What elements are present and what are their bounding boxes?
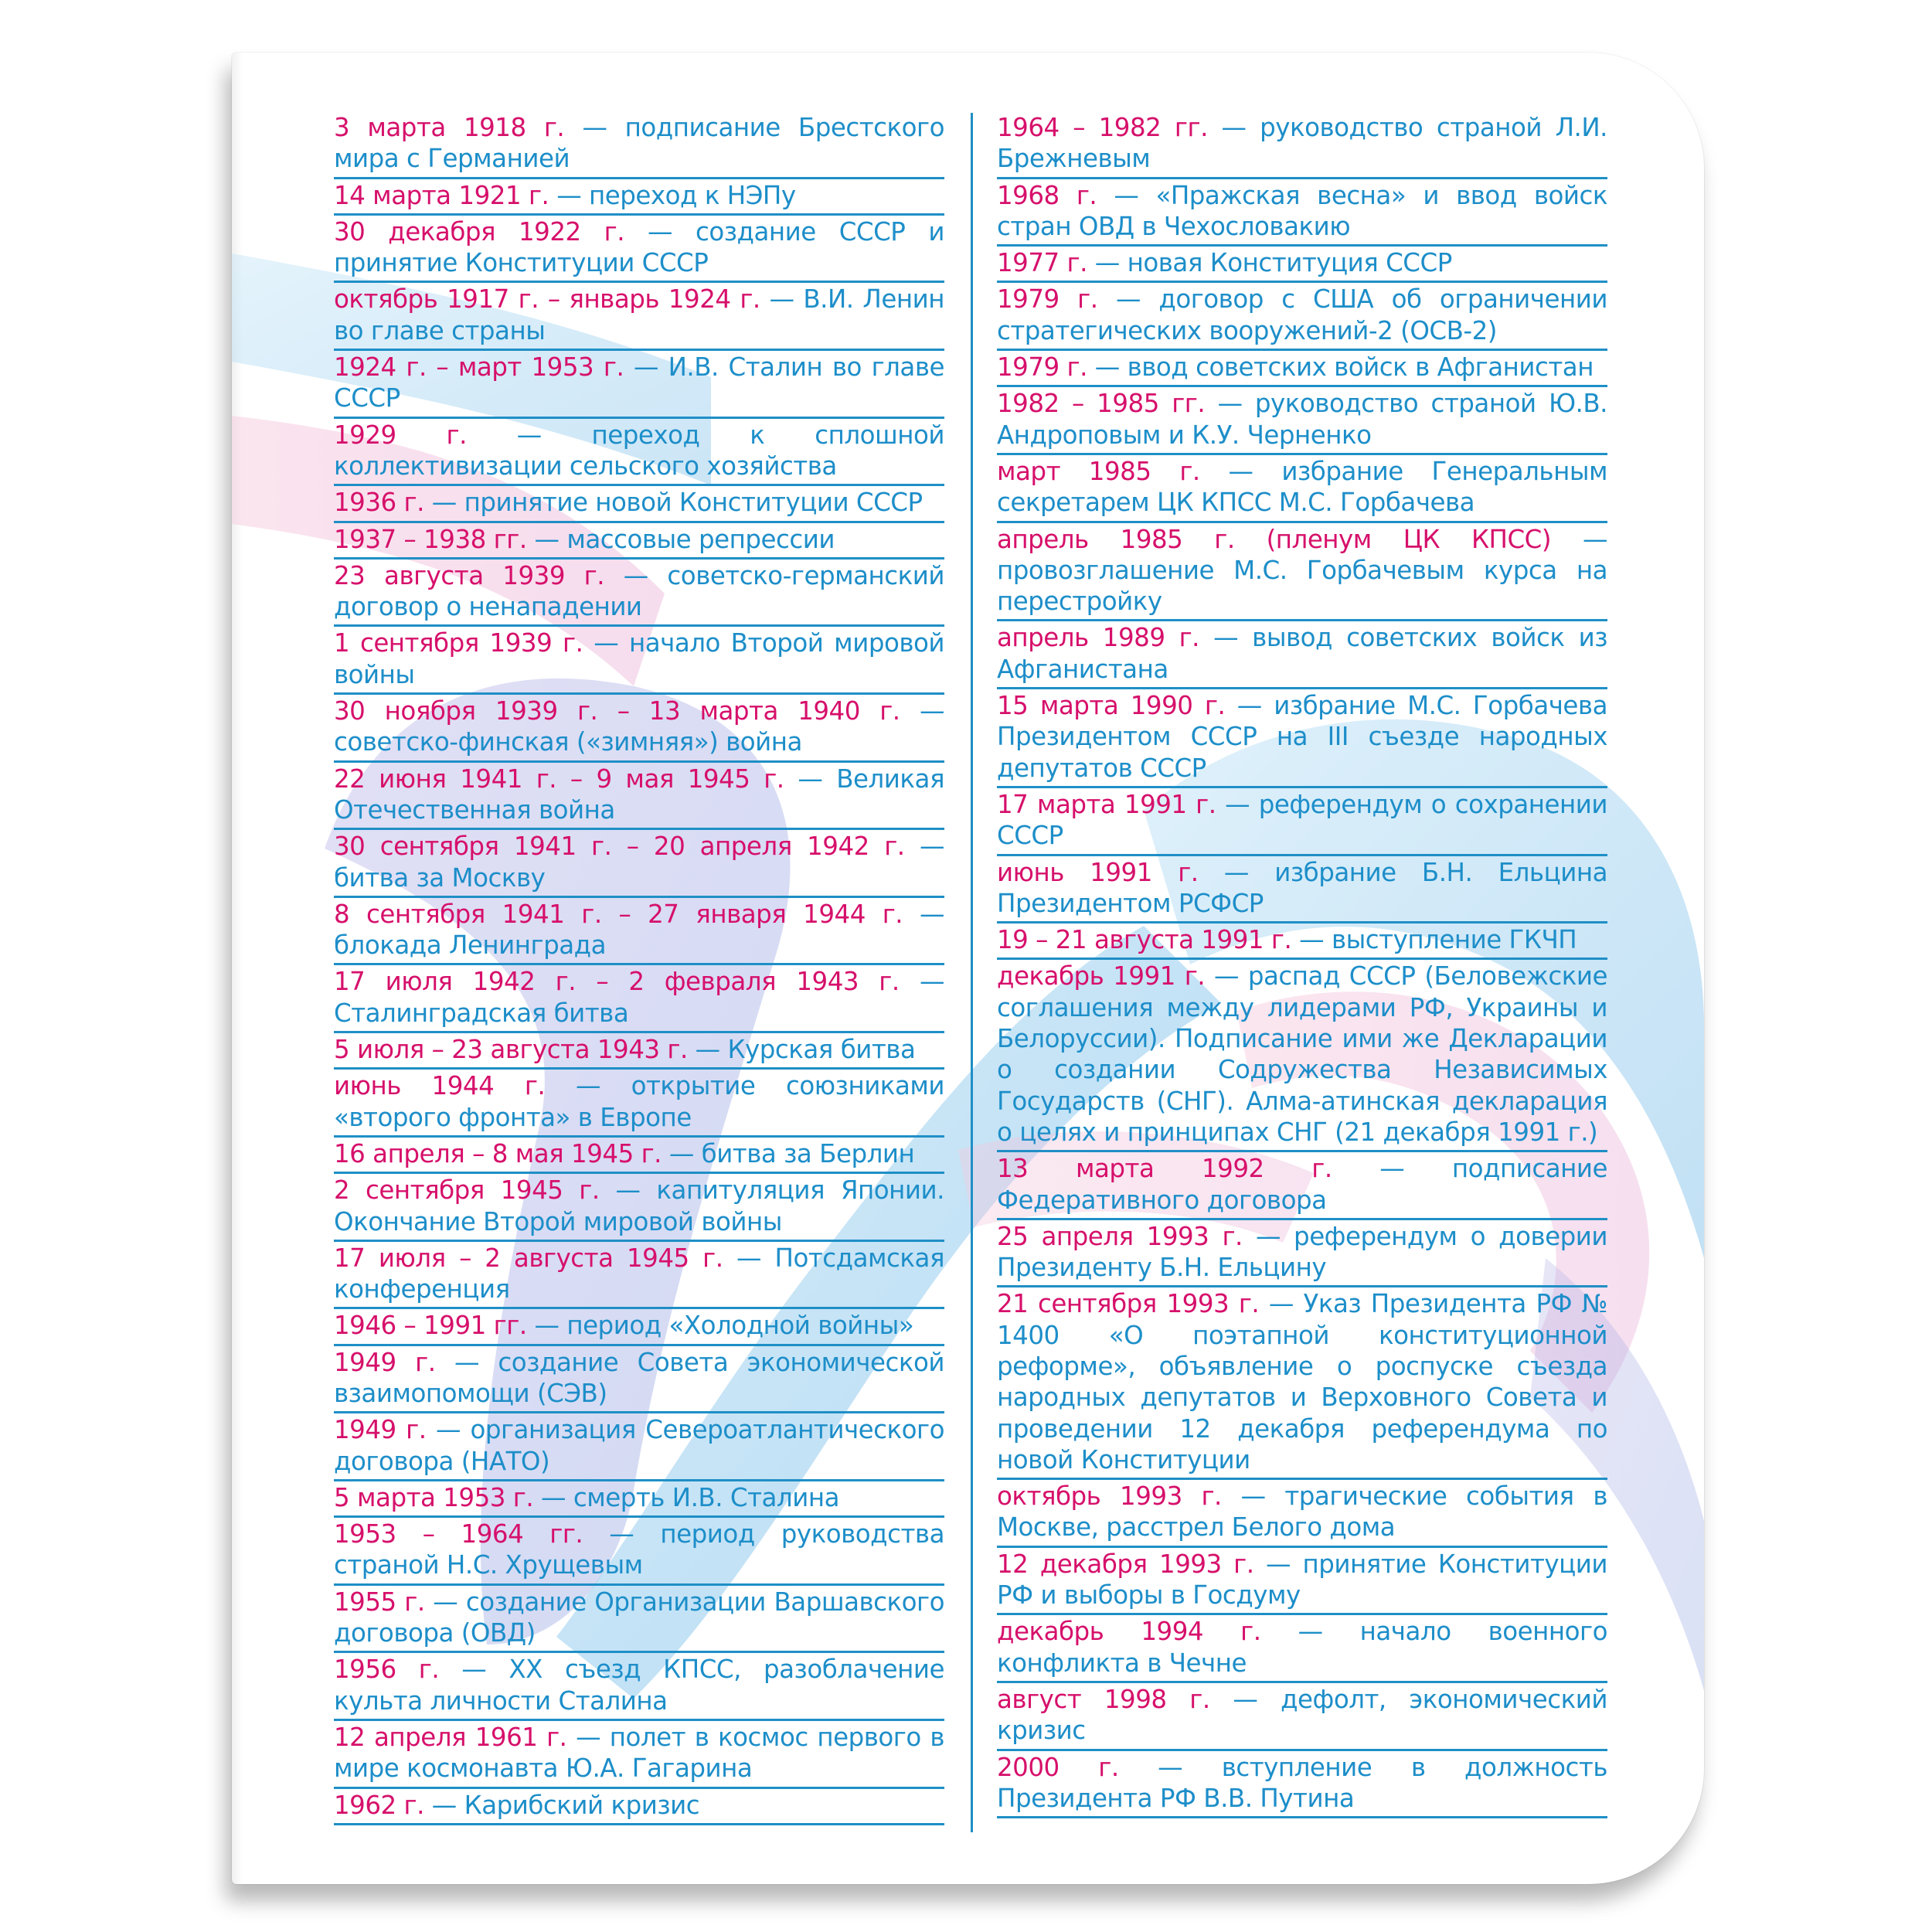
entry-date: апрель 1985 г. (пленум ЦК КПСС) (997, 524, 1552, 554)
timeline-entry (997, 455, 1607, 523)
entry-description: — избрание М.С. Горбачева Президентом СССР на III съезде народных депутатов СССР (997, 691, 1607, 783)
timeline-entry (334, 627, 944, 695)
entry-date: 1962 г. (334, 1790, 424, 1820)
timeline-entry (334, 1346, 944, 1414)
timeline-entry (334, 419, 944, 487)
entry-date: июнь 1991 г. (997, 857, 1199, 887)
entry-description: — смерть И.В. Сталина (533, 1482, 839, 1512)
entry-description: — Курская битва (687, 1035, 916, 1065)
entry-date: 1968 г. (997, 180, 1097, 210)
entry-date: 1982 – 1985 гг. (997, 389, 1206, 419)
entry-date: октябрь 1917 г. – январь 1924 г. (334, 284, 760, 315)
entry-description: — провозглашение М.С. Горбачевым курса на перестройку (997, 524, 1607, 617)
entry-description: — избрание Генеральным секретарем ЦК КПСС М.С. Горбачева (997, 456, 1608, 518)
entry-description: — советско-финская («зимняя») война (334, 696, 944, 757)
timeline-entry (334, 1242, 944, 1310)
timeline-entry (997, 1220, 1607, 1288)
timeline-entry (997, 1152, 1607, 1220)
entry-date: 25 апреля 1993 г. (997, 1221, 1243, 1251)
entry-description: — Потсдамская конференция (334, 1243, 944, 1304)
entry-description: — трагические события в Москве, расстрел Белого дома (997, 1481, 1607, 1543)
entry-description: — распад СССР (Беловежские соглашения между лидерами РФ, Украины и Белоруссии). Подписание ими же Декларации о создании Содружества Независимых Государств (СНГ). Алма-атинская декларация о целях и принципах СНГ (21 декабря 1991 г.) (997, 961, 1607, 1147)
entry-description: — Сталинградская битва (334, 967, 944, 1028)
entry-description: — референдум о сохранении СССР (997, 789, 1607, 851)
entry-description: — договор с США об ограничении стратегических вооружений-2 (ОСВ-2) (997, 284, 1607, 345)
entry-date: 30 сентября 1941 г. – 20 апреля 1942 г. (334, 832, 905, 862)
entry-date: апрель 1989 г. (997, 623, 1199, 653)
column-divider (971, 113, 973, 1832)
entry-description: — создание СССР и принятие Конституции СССР (334, 216, 944, 278)
entry-date: 5 марта 1953 г. (334, 1482, 534, 1512)
entry-description: — подписание Федеративного договора (997, 1154, 1607, 1215)
timeline-entry (334, 965, 944, 1033)
timeline-entry (334, 695, 944, 763)
entry-description: — принятие Конституции РФ и выборы в Госдуму (997, 1549, 1607, 1611)
entry-description: — новая Конституция СССР (1087, 248, 1452, 278)
timeline-entry (334, 560, 944, 628)
entry-date: 17 июля 1942 г. – 2 февраля 1943 г. (334, 967, 900, 997)
entry-date: 3 марта 1918 г. (334, 113, 565, 142)
entry-date: 17 июля – 2 августа 1945 г. (334, 1243, 723, 1273)
entry-date: 1 сентября 1939 г. (334, 628, 583, 658)
timeline-entry (997, 351, 1607, 387)
entry-date: 1929 г. (334, 420, 467, 450)
entry-description: — руководство страной Ю.В. Андроповым и К.У. Черненко (997, 389, 1607, 450)
entry-description: — период руководства страной Н.С. Хрущевым (334, 1519, 944, 1580)
timeline-entry (997, 960, 1607, 1152)
entry-description: — подписание Брестского мира с Германией (334, 113, 945, 174)
entry-description: — «Пражская весна» и ввод войск стран ОВД в Чехословакию (997, 180, 1608, 241)
entry-date: октябрь 1993 г. (997, 1481, 1222, 1512)
timeline-entry (334, 283, 944, 351)
entry-date: 22 июня 1941 г. – 9 мая 1945 г. (334, 764, 784, 794)
timeline-entry (334, 486, 944, 522)
timeline-entry (997, 1683, 1607, 1751)
entry-description: — референдум о доверии Президенту Б.Н. Ельцину (997, 1221, 1608, 1283)
entry-date: 15 марта 1990 г. (997, 691, 1226, 721)
entry-date: 5 июля – 23 августа 1943 г. (334, 1035, 688, 1065)
entry-date: 1955 г. (334, 1587, 425, 1617)
entry-description: — избрание Б.Н. Ельцина Президентом РСФСР (997, 857, 1607, 918)
entry-date: 16 апреля – 8 мая 1945 г. (334, 1138, 662, 1168)
timeline-entry (997, 1548, 1607, 1616)
entry-description: — дефолт, экономический кризис (997, 1684, 1607, 1746)
entry-description: — полет в космос первого в мире космонавта Ю.А. Гагарина (334, 1722, 944, 1784)
timeline-entry (334, 1070, 944, 1138)
timeline-entry (334, 179, 944, 216)
timeline-entry (997, 283, 1607, 351)
timeline-entry (334, 1413, 944, 1481)
timeline-entry (997, 387, 1607, 455)
timeline-entry (997, 179, 1607, 247)
timeline-column-right (997, 111, 1607, 1842)
entry-description: — период «Холодной войны» (526, 1311, 914, 1341)
timeline-entry (334, 1481, 944, 1518)
entry-date: 30 декабря 1922 г. (334, 216, 625, 247)
entry-date: 19 – 21 августа 1991 г. (997, 925, 1292, 955)
timeline-entry (997, 1287, 1607, 1480)
entry-description: — начало военного конфликта в Чечне (997, 1617, 1607, 1678)
entry-date: 1949 г. (334, 1347, 436, 1377)
timeline-entry (334, 1721, 944, 1789)
entry-description: — переход к НЭПу (549, 180, 796, 210)
entry-description: — капитуляция Японии. Окончание Второй мировой войны (334, 1175, 944, 1236)
timeline-entry (997, 111, 1607, 179)
timeline-entry (334, 111, 944, 179)
timeline-entry (334, 830, 944, 898)
entry-description: — битва за Берлин (661, 1138, 915, 1168)
entry-description: — руководство страной Л.И. Брежневым (997, 113, 1608, 174)
timeline-entry (334, 1033, 944, 1070)
entry-date: 1924 г. – март 1953 г. (334, 352, 624, 383)
timeline-entry (334, 1309, 944, 1345)
entry-description: — создание Совета экономической взаимопомощи (СЭВ) (334, 1347, 944, 1408)
entry-description: — Великая Отечественная война (334, 764, 944, 825)
entry-date: 1953 – 1964 гг. (334, 1519, 583, 1549)
timeline-entry (334, 1174, 944, 1242)
notebook-cover (232, 53, 1704, 1884)
entry-date: 1979 г. (997, 352, 1087, 383)
timeline-entry (334, 523, 944, 560)
entry-date: 17 марта 1991 г. (997, 789, 1216, 819)
entry-description: — блокада Ленинграда (334, 899, 944, 961)
entry-date: 1936 г. (334, 488, 424, 518)
entry-date: 13 марта 1992 г. (997, 1154, 1332, 1184)
timeline-entry (997, 1615, 1607, 1683)
timeline-column-left (334, 111, 944, 1842)
timeline-entry (997, 856, 1607, 924)
entry-date: 12 декабря 1993 г. (997, 1549, 1254, 1579)
entry-date: 1937 – 1938 гг. (334, 524, 527, 554)
timeline-entry (334, 216, 944, 284)
timeline-entry (997, 923, 1607, 960)
entry-description: — принятие новой Конституции СССР (423, 488, 923, 518)
entry-description: — И.В. Сталин во главе СССР (334, 352, 944, 413)
timeline-entry (334, 1586, 944, 1654)
entry-date: 1956 г. (334, 1655, 440, 1685)
entry-date: 30 ноября 1939 г. – 13 марта 1940 г. (334, 696, 900, 726)
timeline-entry (334, 898, 944, 966)
entry-description: — открытие союзниками «второго фронта» в Европе (334, 1071, 944, 1132)
entry-date: 12 апреля 1961 г. (334, 1722, 567, 1752)
entry-description: — XX съезд КПСС, разоблачение культа личности Сталина (334, 1655, 945, 1716)
entry-date: март 1985 г. (997, 456, 1200, 486)
entry-description: — вывод советских войск из Афганистана (997, 623, 1607, 684)
entry-date: 1964 – 1982 гг. (997, 113, 1208, 142)
entry-date: декабрь 1994 г. (997, 1617, 1261, 1647)
entry-date: декабрь 1991 г. (997, 961, 1206, 992)
entry-date: 1946 – 1991 гг. (334, 1311, 527, 1341)
timeline-entry (334, 763, 944, 831)
entry-description: — переход к сплошной коллективизации сельского хозяйства (334, 420, 944, 481)
entry-date: 1979 г. (997, 284, 1098, 315)
entry-description: — Указ Президента РФ № 1400 «О поэтапной конституционной реформе», объявление о роспуске съезда народных депутатов и Верховного Совета и проведении 12 декабря референдума по новой Конституции (997, 1289, 1607, 1475)
timeline-entry (997, 788, 1607, 856)
timeline-entry (334, 1653, 944, 1721)
entry-description: — массовые репрессии (526, 524, 835, 554)
entry-date: август 1998 г. (997, 1684, 1210, 1714)
entry-description: — советско-германский договор о ненападении (334, 560, 945, 622)
timeline-entry (997, 621, 1607, 689)
entry-date: 23 августа 1939 г. (334, 560, 605, 590)
entry-description: — Карибский кризис (423, 1790, 700, 1820)
timeline-entry (997, 689, 1607, 788)
entry-date: 14 марта 1921 г. (334, 180, 549, 210)
entry-description: — ввод советских войск в Афганистан (1087, 352, 1594, 383)
entry-description: — вступление в должность Президента РФ В.В. Путина (997, 1752, 1607, 1813)
entry-description: — создание Организации Варшавского договора (ОВД) (334, 1587, 944, 1648)
timeline-entry (997, 1751, 1607, 1819)
entry-description: — организация Североатлантического договора (НАТО) (334, 1415, 944, 1476)
entry-date: 1977 г. (997, 248, 1087, 278)
timeline-entry (997, 523, 1607, 622)
entry-description: — начало Второй мировой войны (334, 628, 944, 689)
entry-date: 2 сентября 1945 г. (334, 1175, 600, 1206)
timeline-entry (334, 351, 944, 419)
entry-date: 21 сентября 1993 г. (997, 1289, 1260, 1319)
timeline-entry (997, 247, 1607, 283)
entry-description: — выступление ГКЧП (1291, 925, 1577, 955)
timeline-entry (334, 1518, 944, 1586)
entry-date: июнь 1944 г. (334, 1071, 546, 1101)
timeline-entry (997, 1480, 1607, 1548)
entry-date: 8 сентября 1941 г. – 27 января 1944 г. (334, 899, 903, 929)
entry-description: — В.И. Ленин во главе страны (334, 284, 944, 345)
timeline-entry (334, 1789, 944, 1825)
timeline-entry (334, 1138, 944, 1174)
entry-date: 1949 г. (334, 1415, 427, 1445)
entry-description: — битва за Москву (334, 832, 944, 893)
entry-date: 2000 г. (997, 1752, 1119, 1782)
